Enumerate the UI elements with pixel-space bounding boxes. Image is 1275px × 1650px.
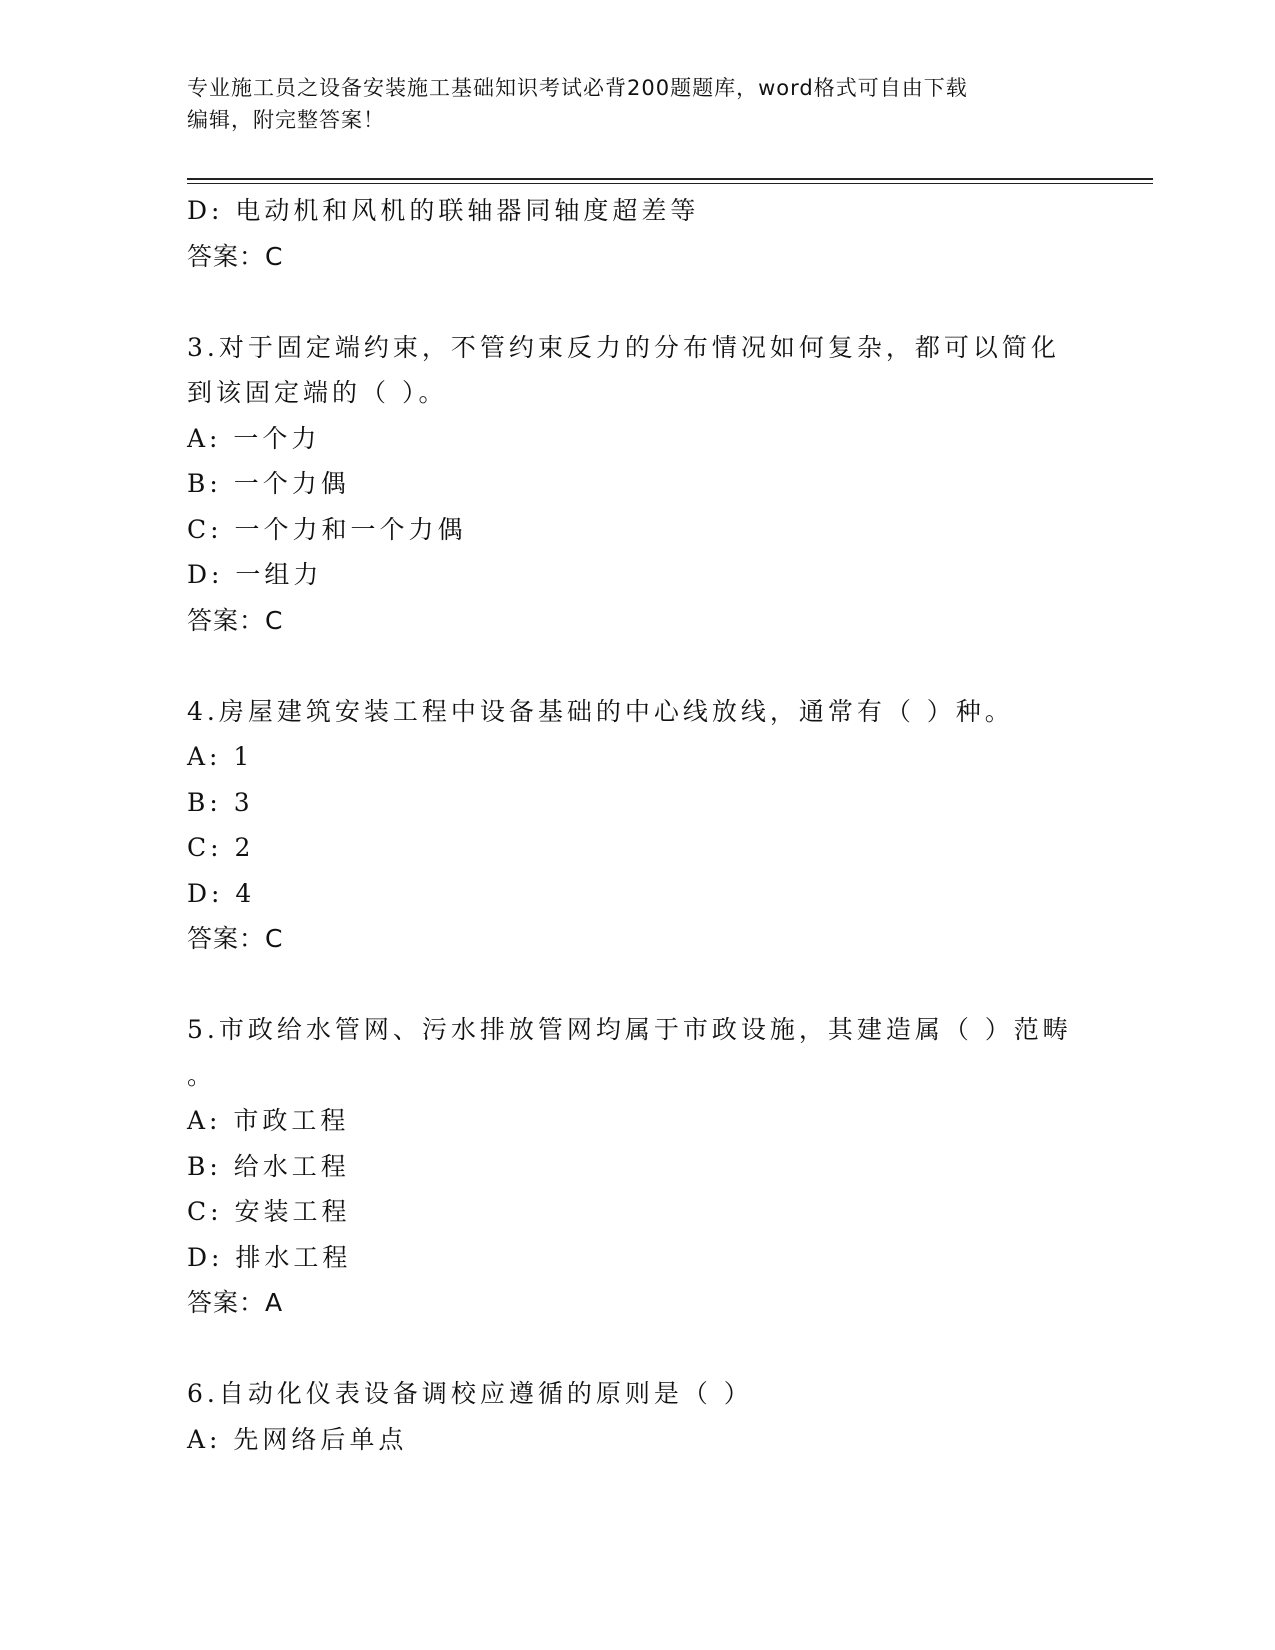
question-4 [187, 689, 1087, 962]
answer-label: 答案：C [187, 241, 284, 271]
document-header [187, 72, 1067, 136]
option-c: C: 2 [187, 833, 255, 862]
header-divider-thick [187, 178, 1153, 180]
question-3 [187, 325, 1087, 644]
option-a: A: 先网络后单点 [187, 1424, 408, 1454]
header-title-line-1: 专业施工员之设备安装施工基础知识考试必背200题题库，word格式可自由下载 [187, 76, 968, 100]
question-stem-continued: 到该固定端的（ ）。 [187, 378, 448, 407]
question-stem: 5.市政给水管网、污水排放管网均属于市政设施，其建造属（ ）范畴 [187, 1015, 1072, 1044]
option-b: B: 给水工程 [187, 1151, 350, 1181]
answer-label: 答案：C [187, 605, 284, 635]
question-list [187, 188, 1087, 1462]
spacer [187, 1326, 1087, 1372]
question-stem: 6.自动化仪表设备调校应遵循的原则是（ ） [187, 1379, 753, 1408]
option-a: A: 市政工程 [187, 1106, 350, 1135]
option-d: D: 电动机和风机的联轴器同轴度超差等 [187, 196, 700, 225]
option-d: D: 一组力 [187, 560, 323, 589]
spacer [187, 279, 1087, 325]
spacer [187, 643, 1087, 689]
question-stem: 4.房屋建筑安装工程中设备基础的中心线放线，通常有（ ）种。 [187, 696, 1014, 726]
option-a: A: 1 [187, 742, 254, 771]
option-d: D: 4 [187, 878, 256, 908]
option-b: B: 一个力偶 [187, 469, 350, 498]
question-2-tail [187, 188, 1087, 279]
spacer [187, 962, 1087, 1008]
answer-label: 答案：C [187, 924, 284, 953]
header-title-line-2: 编辑，附完整答案！ [187, 108, 385, 132]
option-a: A: 一个力 [187, 423, 321, 453]
option-c: C: 安装工程 [187, 1197, 351, 1226]
option-d: D: 排水工程 [187, 1242, 352, 1272]
option-b: B: 3 [187, 787, 254, 817]
question-5 [187, 1007, 1087, 1326]
question-stem-continued: 。 [187, 1060, 217, 1090]
header-divider-thin [187, 183, 1153, 184]
question-6 [187, 1371, 1087, 1462]
option-c: C: 一个力和一个力偶 [187, 514, 467, 544]
question-stem: 3.对于固定端约束，不管约束反力的分布情况如何复杂，都可以简化 [187, 332, 1060, 362]
answer-label: 答案：A [187, 1288, 284, 1317]
